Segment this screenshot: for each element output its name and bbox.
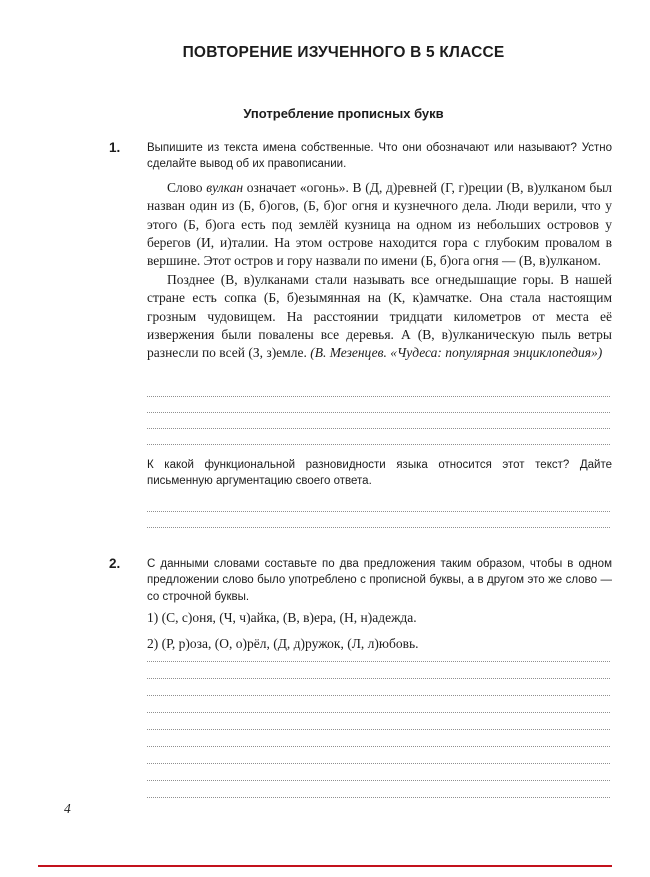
- exercise-1-number: 1.: [109, 140, 121, 155]
- exercise-2-header: [75, 556, 612, 605]
- answer-line: [147, 713, 610, 730]
- passage-text: означает «огонь». В (Д, д)ревней (Г, г)реции (В, в)улканом был назван один из (Б, б)огов, (Б, б)ог огня и кузнечного дела. Люди верили, что у этого (Б, б)ога есть под землёй кузница на одном из небольших островов у берегов (И, и)талии. На этом острове находится гора с глубоким провалом в вершине. Этот остров и гору назвали по имени (Б, б)ога огня — (В, в)улканом.: [147, 180, 612, 269]
- italic-term: вулкан: [206, 180, 244, 195]
- chapter-title: ПОВТОРЕНИЕ ИЗУЧЕННОГО В 5 КЛАССЕ: [182, 44, 505, 61]
- page-number: 4: [64, 801, 71, 816]
- answer-line: [147, 397, 610, 413]
- exercise-1-instruction: Выпишите из текста имена собственные. Что они обозначают или называют? Устно сделайте вывод об их правописании.: [147, 142, 612, 171]
- passage-paragraph-1: [147, 179, 612, 271]
- answer-line: [147, 662, 610, 679]
- word-list-item: 1) (С, с)оня, (Ч, ч)айка, (В, в)ера, (Н, н)адежда.: [147, 610, 417, 625]
- answer-line: [147, 730, 610, 747]
- answer-lines-block-2: [147, 496, 610, 528]
- passage-text: Слово: [167, 180, 207, 195]
- answer-line: [147, 512, 610, 528]
- exercise-1-passage: [147, 179, 612, 363]
- exercise-2-number: 2.: [109, 556, 121, 571]
- bottom-red-rule: [38, 865, 612, 867]
- passage-text: Позднее (В, в)улканами стали называть все огнедышащие горы. В нашей стране есть сопка (Б, б)езымянная на (К, к)амчатке. Она стала настоящим грозным чудовищем. На расстоянии тридцати километров от места её извержения были повалены все деревья. А (В, в)улканическую пыль ветры разнесли по всей (З, з)емле.: [147, 271, 612, 361]
- exercise-1-followup-question: К какой функциональной разновидности языка относится этот текст? Дайте письменную аргументацию своего ответа.: [147, 459, 612, 488]
- passage-source-citation: (В. Мезенцев. «Чудеса: популярная энциклопедия»): [310, 345, 603, 361]
- answer-line: [147, 645, 610, 662]
- exercise-2-instruction: С данными словами составьте по два предложения таким образом, чтобы в одном предложении слово было употреблено с прописной буквы, а в другом это же слово — со строчной буквы.: [147, 558, 612, 603]
- word-list-item: 2) (Р, р)оза, (О, о)рёл, (Д, д)ружок, (Л, л)юбовь.: [147, 636, 419, 652]
- passage-paragraph-2: [147, 271, 612, 363]
- answer-lines-block-1: [147, 381, 610, 445]
- answer-line: [147, 747, 610, 764]
- answer-line: [147, 679, 610, 696]
- section-title: Употребление прописных букв: [243, 106, 444, 121]
- answer-line: [147, 429, 610, 445]
- answer-line: [147, 413, 610, 429]
- exercise-1-header: [75, 140, 612, 173]
- answer-line: [147, 496, 610, 512]
- answer-line: [147, 781, 610, 798]
- answer-line: [147, 696, 610, 713]
- answer-line: [147, 764, 610, 781]
- answer-lines-block-3: [147, 645, 610, 798]
- page-content: [75, 0, 612, 877]
- answer-line: [147, 381, 610, 397]
